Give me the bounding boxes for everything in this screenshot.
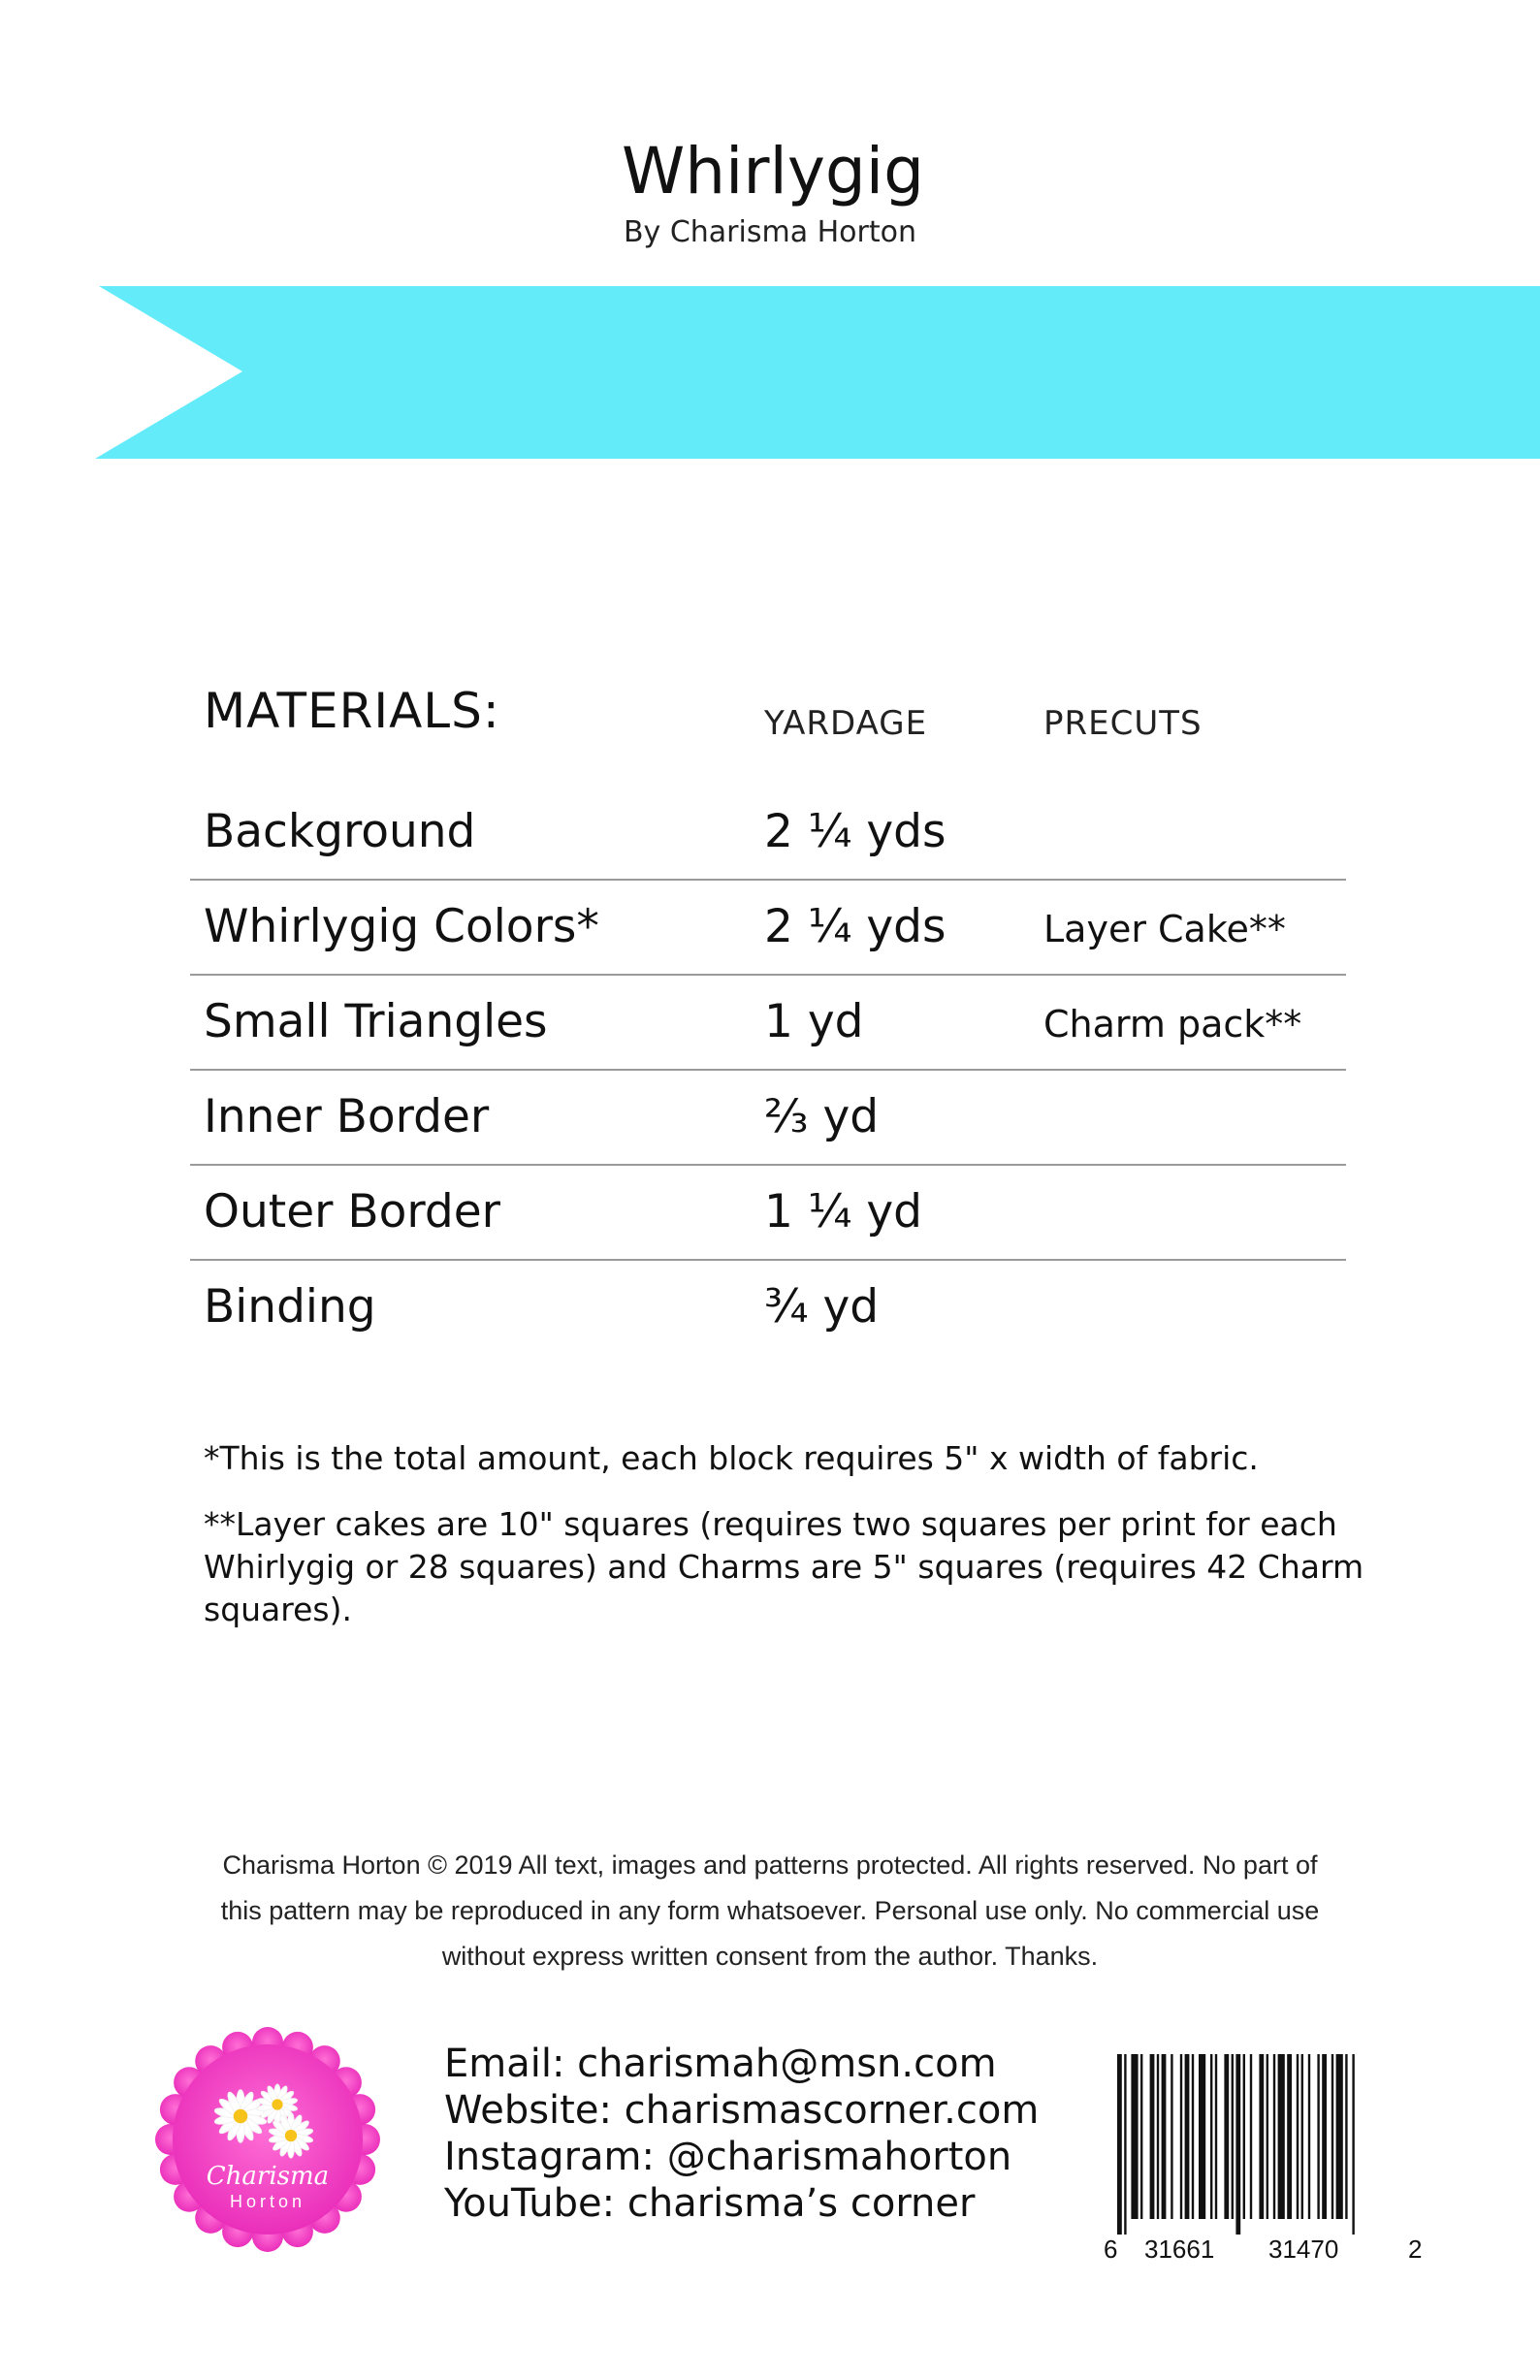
material-name: Background: [204, 805, 476, 858]
material-yardage: ⅔ yd: [764, 1090, 880, 1143]
cyan-banner: [0, 286, 1540, 459]
contact-youtube: YouTube: charisma’s corner: [444, 2181, 976, 2226]
charisma-horton-logo: [155, 2027, 380, 2252]
material-precut: Charm pack**: [1043, 1003, 1302, 1045]
contact-instagram: Instagram: @charismahorton: [444, 2135, 1012, 2179]
barcode-digit: 31661: [1144, 2235, 1215, 2264]
yardage-column-header: YARDAGE: [764, 704, 928, 743]
material-yardage: 1 yd: [764, 995, 864, 1048]
barcode-bars: [1104, 2054, 1424, 2235]
barcode-digit: 6: [1104, 2235, 1118, 2264]
contact-website: Website: charismascorner.com: [444, 2088, 1040, 2133]
copyright-notice: [155, 1843, 1385, 1979]
barcode-digit: 31470: [1268, 2235, 1339, 2264]
copyright-line: Charisma Horton © 2019 All text, images and patterns protected. All rights reserved. No part of: [222, 1850, 1318, 1880]
logo-surname: Horton: [229, 2192, 306, 2211]
contact-email: Email: charismah@msn.com: [444, 2042, 997, 2086]
copyright-line: this pattern may be reproduced in any form whatsoever. Personal use only. No commercial use: [220, 1896, 1320, 1925]
table-row: [190, 1261, 1346, 1356]
material-yardage: ¾ yd: [764, 1280, 880, 1334]
upc-barcode: [1104, 2054, 1424, 2262]
material-name: Whirlygig Colors*: [204, 900, 599, 953]
barcode-digit: 2: [1408, 2235, 1423, 2264]
material-name: Outer Border: [204, 1185, 500, 1238]
materials-table: [190, 786, 1346, 1356]
table-row: [190, 881, 1346, 976]
banner-shape: [95, 286, 1540, 459]
copyright-line: without express written consent from the author. Thanks.: [441, 1942, 1099, 1971]
materials-heading: MATERIALS:: [204, 683, 500, 739]
material-name: Binding: [204, 1280, 376, 1334]
logo-name: Charisma: [206, 2162, 330, 2191]
material-yardage: 2 ¼ yds: [764, 900, 946, 953]
table-row: [190, 786, 1346, 881]
scalloped-badge: [155, 2027, 380, 2252]
author-byline: By Charisma Horton: [623, 215, 917, 249]
table-row: [190, 1071, 1346, 1166]
material-yardage: 2 ¼ yds: [764, 805, 946, 858]
pattern-title: Whirlygig: [621, 134, 925, 209]
material-name: Small Triangles: [204, 995, 548, 1048]
footnote-precuts: **Layer cakes are 10" squares (requires two squares per print for each Whirlygig or 28 squares) and Charms are 5" squares (requires 42 Charm squares).: [204, 1505, 1364, 1628]
material-yardage: 1 ¼ yd: [764, 1185, 922, 1238]
footnote-total-amount: *This is the total amount, each block requires 5" x width of fabric.: [204, 1439, 1259, 1477]
contact-info: [444, 2041, 1039, 2227]
material-name: Inner Border: [204, 1090, 490, 1143]
table-row: [190, 976, 1346, 1071]
precuts-column-header: PRECUTS: [1043, 704, 1203, 743]
table-row: [190, 1166, 1346, 1261]
material-precut: Layer Cake**: [1043, 908, 1286, 950]
